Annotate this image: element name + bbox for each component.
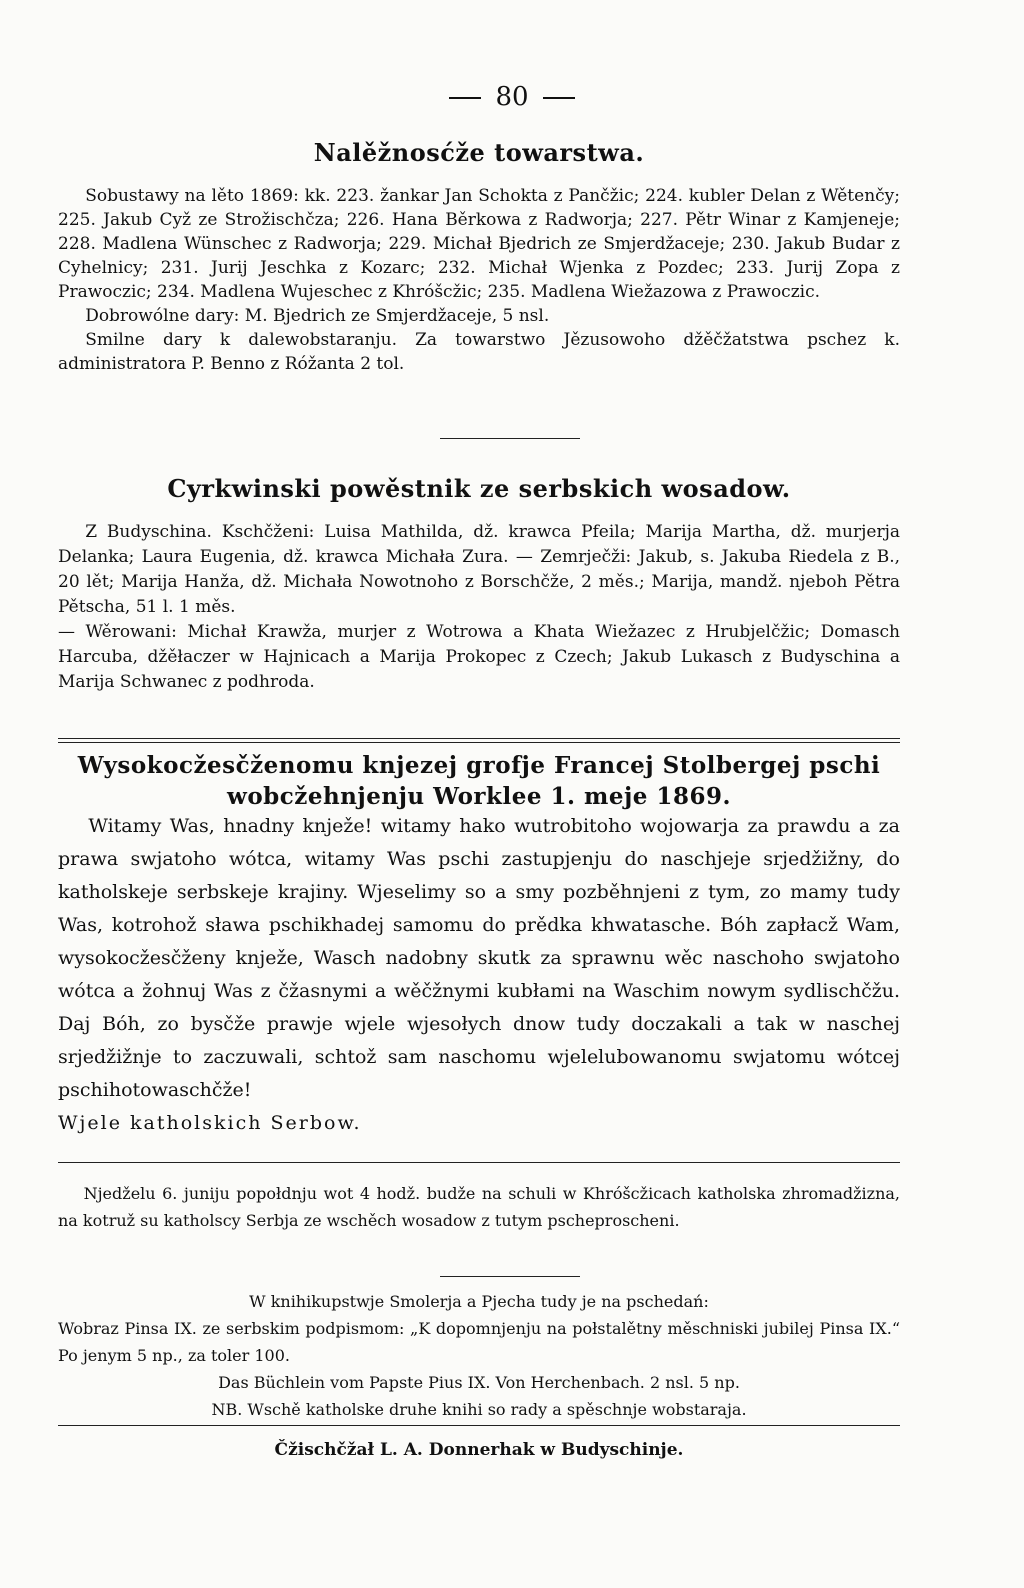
section-body-society-dues bbox=[58, 184, 900, 376]
dash-left bbox=[449, 97, 481, 99]
divider-short bbox=[440, 438, 580, 439]
paragraph-marriages: — Wěrowani: Michał Krawža, murjer z Wotrowa a Khata Wiežazec z Hrubjelčžic; Domasch Harcuba, džěłaczer w Hajnicach a Marija Prokopec z Czech; Jakub Lukasch z Budyschina a Marija Schwanec z podhroda. bbox=[58, 622, 900, 692]
divider-thin-1 bbox=[58, 1162, 900, 1163]
section-body-church-news bbox=[58, 520, 900, 695]
printer-imprint: Čžischčžał L. A. Donnerhak w Budyschinje. bbox=[274, 1440, 684, 1460]
paragraph-baptisms-deaths: Z Budyschina. Kschčženi: Luisa Mathilda, dž. krawca Pfeila; Marija Martha, dž. murjerja Delanka; Laura Eugenia, dž. krawca Michała Zura. — Zemrječži: Jakub, s. Jakuba Riedela z B., 20 lět; Marija Hanža, dž. Michała Nowotnoho z Borschčže, 2 měs.; Marija, mandž. njeboh Pětra Pětscha, 51 l. 1 měs. bbox=[58, 522, 900, 617]
bookshop-intro: W knihikupstwje Smolerja a Pjecha tudy je na pschedań: bbox=[249, 1292, 709, 1311]
section-heading-society-dues: Nalěžnosćže towarstwa. bbox=[313, 138, 645, 167]
bookshop-item-nb: NB. Wschě katholske druhe knihi so rady a spěschnje wobstaraja. bbox=[211, 1400, 747, 1419]
section-announcement bbox=[58, 1180, 900, 1234]
section-bookshop bbox=[58, 1288, 900, 1423]
divider-short-2 bbox=[440, 1276, 580, 1277]
bookshop-item-booklet: Das Büchlein vom Papste Pius IX. Von Herchenbach. 2 nsl. 5 np. bbox=[218, 1373, 740, 1392]
section-heading-greeting: Wysokocžesčženomu knjezej grofje Francej Stolbergej pschi wobcžehnjenju Worklee 1. meje 1869. bbox=[77, 752, 881, 810]
section-heading-church-news: Cyrkwinski powěstnik ze serbskich wosadow. bbox=[167, 474, 791, 503]
bookshop-item-picture: Wobraz Pinsa IX. ze serbskim podpismom: „K dopomnjenju na połstalětny měschniski jubilej Pinsa IX.“ Po jenym 5 np., za toler 100. bbox=[58, 1319, 900, 1365]
dash-right bbox=[543, 97, 575, 99]
page-number: 80 bbox=[0, 82, 1024, 112]
paragraph-assembly-notice: Njedželu 6. juniju popołdnju wot 4 hodž. budže na schuli w Khróšcžicach katholska zhromadžizna, na kotruž su katholscy Serbja ze wschěch wosadow z tutym pscheproscheni. bbox=[58, 1184, 900, 1230]
greeting-signature: Wjele katholskich Serbow. bbox=[58, 1112, 362, 1134]
divider-thin-2 bbox=[58, 1425, 900, 1426]
paragraph-voluntary-gifts: Dobrowólne dary: M. Bjedrich ze Smjerdžaceje, 5 nsl. bbox=[85, 306, 550, 326]
divider-double bbox=[58, 738, 900, 743]
paragraph-charity-gifts: Smilne dary k dalewobstaranju. Za towarstwo Jězusowoho džěčžatstwa pschez k. administratora P. Benno z Róžanta 2 tol. bbox=[58, 330, 900, 374]
paragraph-greeting: Witamy Was, hnadny knježe! witamy hako wutrobitoho wojowarja za prawdu a za prawa swjatoho wótca, witamy Was pschi zastupjenju do naschjeje srjedžižny, do katholskeje serbskeje krajiny. Wjeselimy so a smy pozběhnjeni z tym, zo mamy tudy Was, kotrohož sława pschikhadej samomu do prědka khwatasche. Bóh zapłacž Wam, wysokocžesčženy knježe, Wasch nadobny skutk za sprawnu wěc naschoho swjatoho wótca a žohnuj Was z čžasnymi a wěčžnymi kubłami na Waschim nowym sydlischčžu. Daj Bóh, zo bysčže prawje wjele wjesołych dnow tudy doczakali a tak w naschej srjedžižnje to zaczuwali, schtož sam naschomu wjelelubowanomu swjatomu wótcej pschihotowaschčže! bbox=[58, 815, 900, 1101]
paragraph-members: Sobustawy na lěto 1869: kk. 223. žankar Jan Schokta z Pančžic; 224. kubler Delan z Wětenčy; 225. Jakub Cyž ze Strožischčza; 226. Hana Běrkowa z Radworja; 227. Pětr Winar z Kamjeneje; 228. Madlena Wünschec z Radworja; 229. Michał Bjedrich ze Smjerdžaceje; 230. Jakub Budar z Cyhelnicy; 231. Jurij Jeschka z Kozarc; 232. Michał Wjenka z Pozdec; 233. Jurij Zopa z Prawoczic; 234. Madlena Wujeschec z Khróšcžic; 235. Madlena Wiežazowa z Prawoczic. bbox=[58, 186, 900, 302]
section-body-greeting bbox=[58, 810, 900, 1140]
